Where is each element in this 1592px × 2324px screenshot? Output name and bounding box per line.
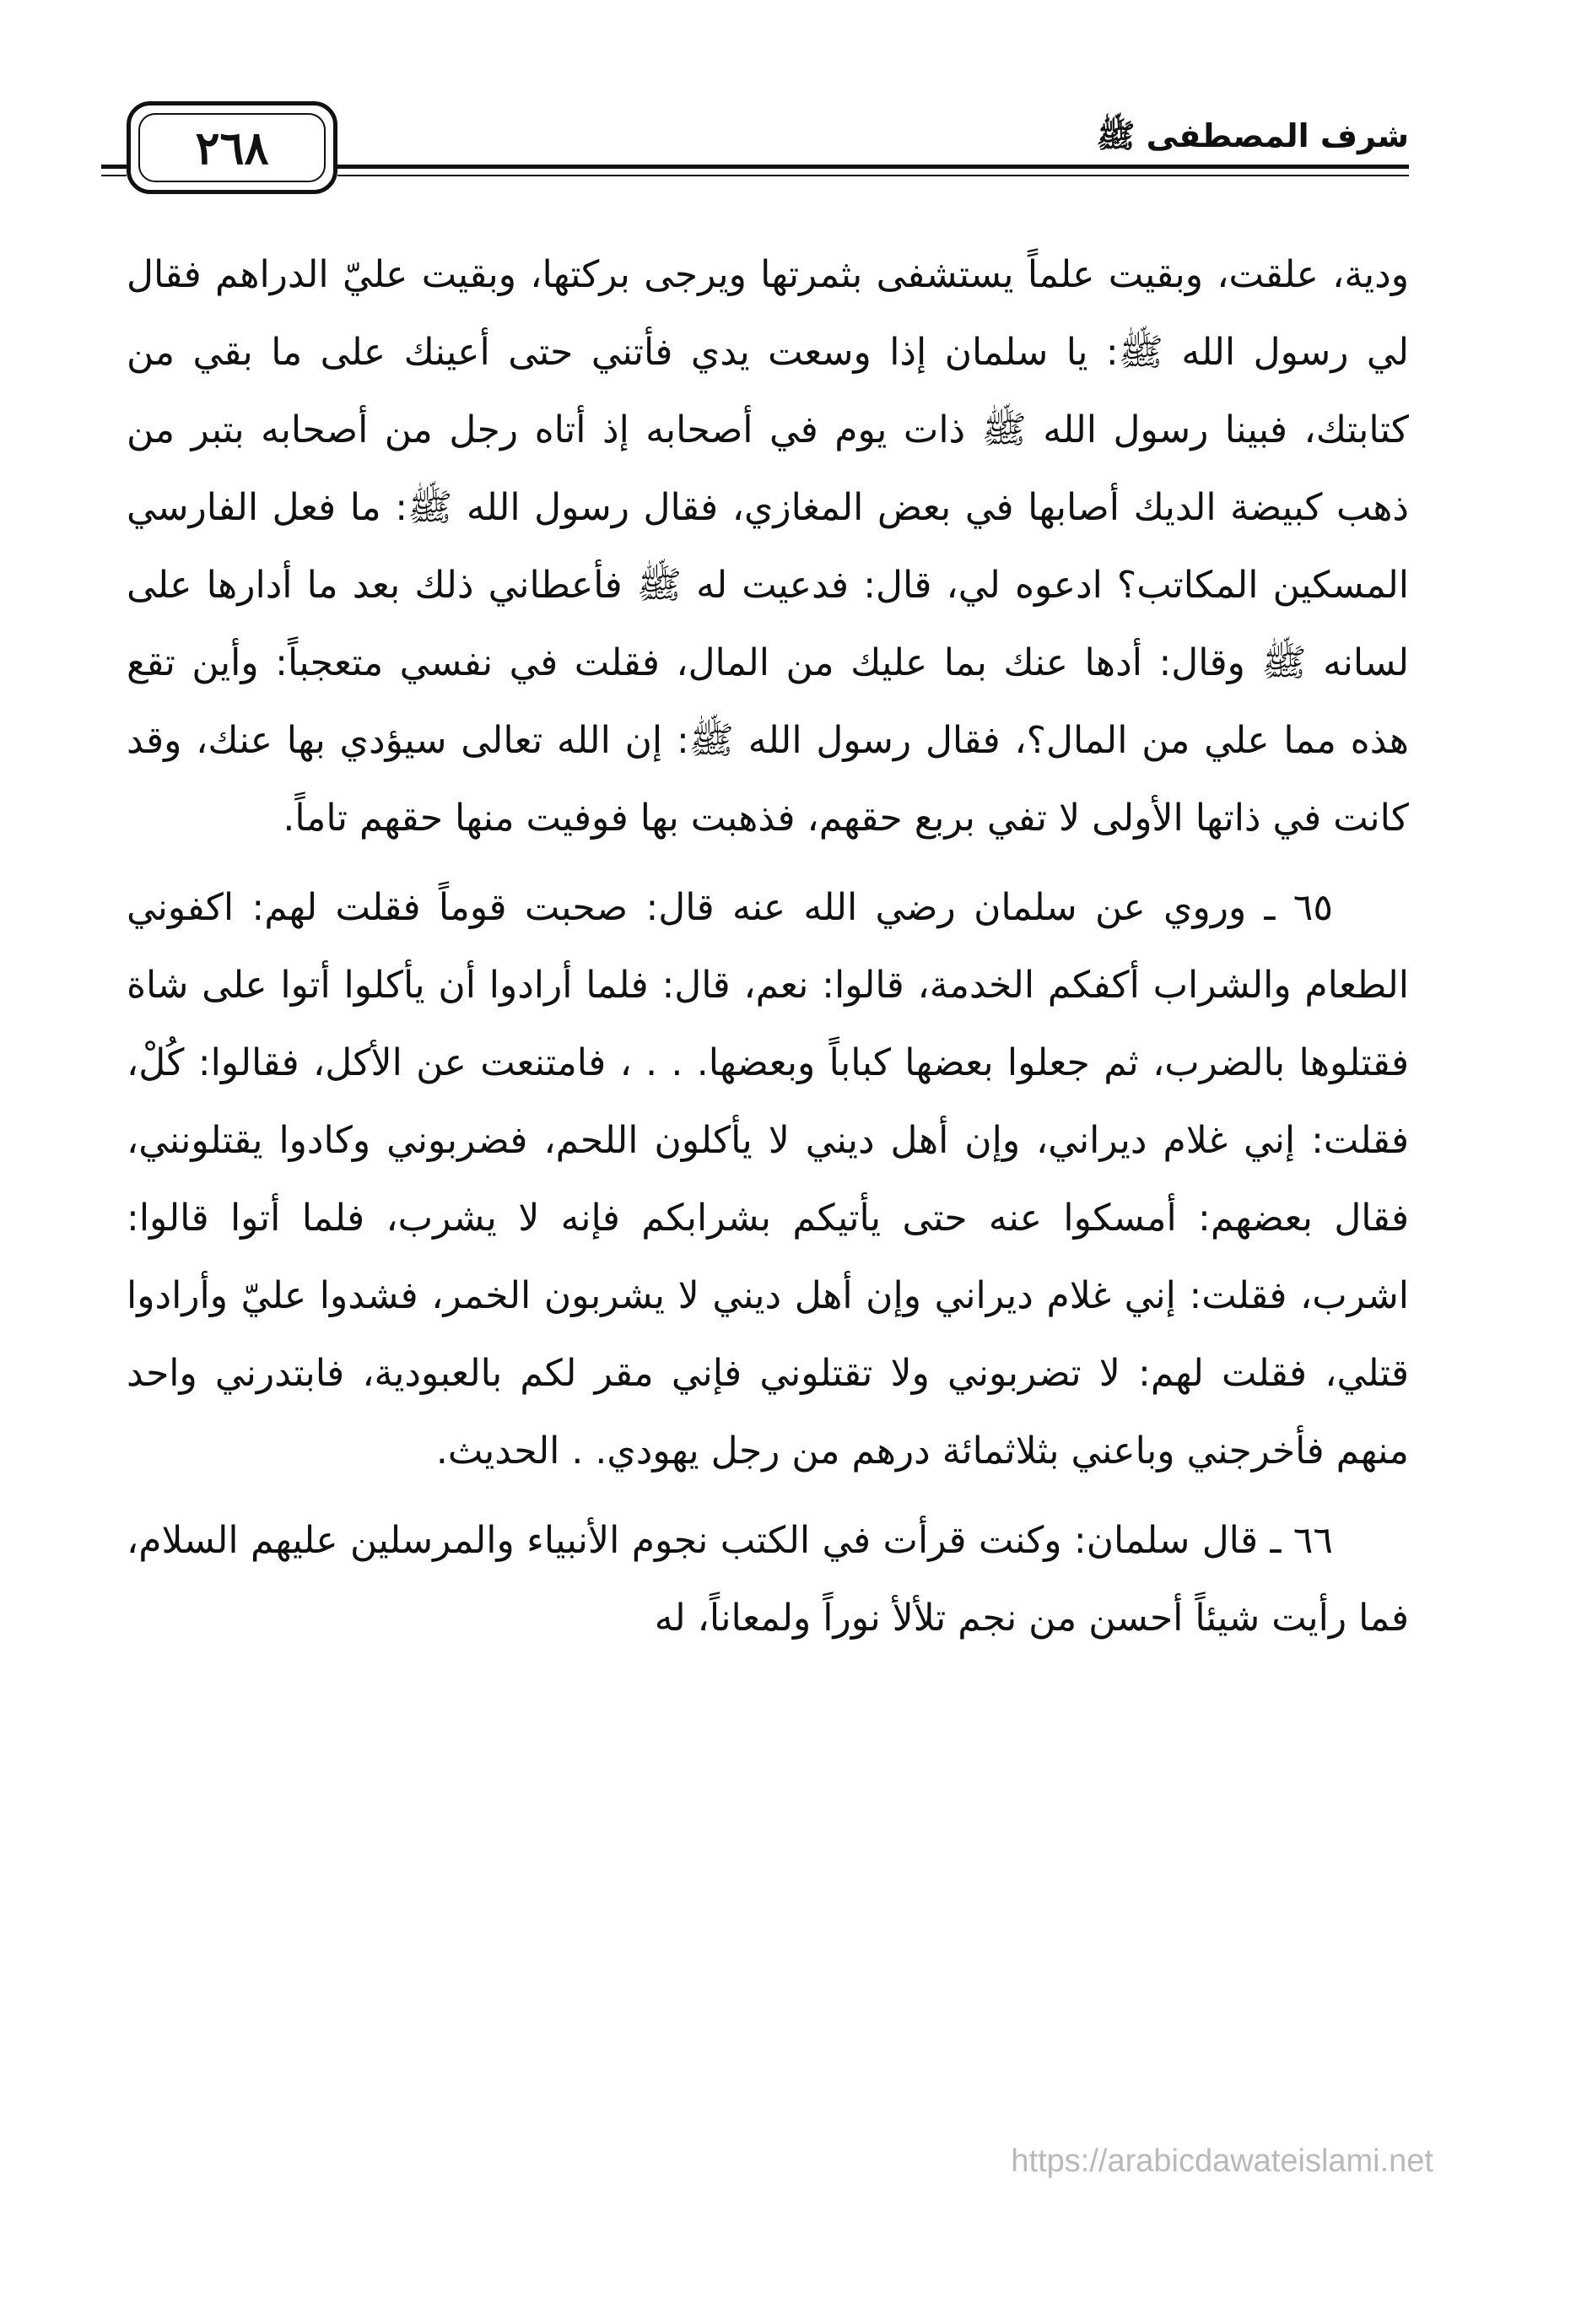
page-body bbox=[127, 236, 1409, 1669]
page-number-frame bbox=[127, 101, 337, 194]
header-rule-left-thin bbox=[101, 175, 127, 176]
header-rule bbox=[337, 165, 1409, 169]
paragraph-hadith-65: ٦٥ ـ وروي عن سلمان رضي الله عنه قال: صحبت قوماً فقلت لهم: اكفوني الطعام والشراب أكفكم الخدمة، قالوا: نعم، قال: فلما أرادوا أن يأكلوا أتوا على شاة فقتلوها بالضرب، ثم جعلوا بعضها كباباً وبعضها. . . ، فامتنعت عن الأكل، فقالوا: كُلْ، فقلت: إني غلام ديراني، وإن أهل ديني لا يأكلون اللحم، فضربوني وكادوا يقتلونني، فقال بعضهم: أمسكوا عنه حتى يأتيكم بشرابكم فإنه لا يشرب، فلما أتوا قالوا: اشرب، فقلت: إني غلام ديراني وإن أهل ديني لا يشربون الخمر، فشدوا عليّ وأرادوا قتلي، فقلت لهم: لا تضربوني ولا تقتلوني فإني مقر لكم بالعبودية، فابتدرني واحد منهم فأخرجني وباعني بثلاثمائة درهم من رجل يهودي. . الحديث. bbox=[127, 886, 1409, 1473]
paragraph-hadith-66: ٦٦ ـ قال سلمان: وكنت قرأت في الكتب نجوم الأنبياء والمرسلين عليهم السلام، فما رأيت شيئاً أحسن من نجم تلألأ نوراً ولمعاناً، له bbox=[127, 1519, 1409, 1640]
paragraph-continuation: ودية، علقت، وبقيت علماً يستشفى بثمرتها ويرجى بركتها، وبقيت عليّ الدراهم فقال لي رسول الله ﷺ: يا سلمان إذا وسعت يدي فأتني حتى أعينك على ما بقي من كتابتك، فبينا رسول الله ﷺ ذات يوم في أصحابه إذ أتاه رجل من أصحابه بتبر من ذهب كبيضة الديك أصابها في بعض المغازي، فقال رسول الله ﷺ: ما فعل الفارسي المسكين المكاتب؟ ادعوه لي، قال: فدعيت له ﷺ فأعطاني ذلك بعد ما أدارها على لسانه ﷺ وقال: أدها عنك بما عليك من المال، فقلت في نفسي متعجباً: وأين تقع هذه مما علي من المال؟، فقال رسول الله ﷺ: إن الله تعالى سيؤدي بها عنك، وقد كانت في ذاتها الأولى لا تفي بربع حقهم، فذهبت بها فوفيت منها حقهم تاماً. bbox=[127, 253, 1409, 840]
book-title: شرف المصطفى ﷺ bbox=[1096, 117, 1409, 154]
header-rule-thin bbox=[337, 175, 1409, 176]
watermark-url: https://arabicdawateislami.net bbox=[1011, 2143, 1433, 2179]
page-header bbox=[127, 101, 1409, 211]
header-rule-left bbox=[101, 165, 127, 169]
page-number: ٢٦٨ bbox=[138, 113, 326, 182]
